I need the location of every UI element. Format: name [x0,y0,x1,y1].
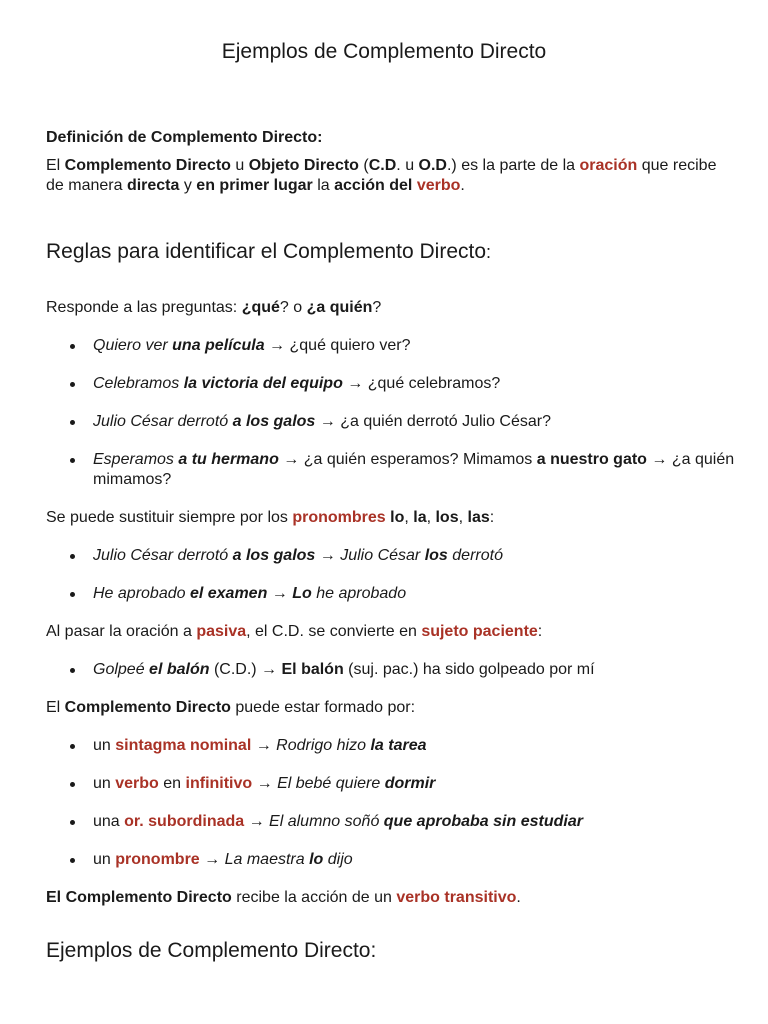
passive-intro [46,622,736,642]
text: (C.D.) → [209,661,282,678]
pronoun: Lo [292,585,312,602]
text: El [46,699,65,716]
page-title: Ejemplos de Complemento Directo [221,40,547,63]
direct-object: lo [309,851,324,868]
definition-text [46,156,736,196]
pronoun: lo [390,509,405,526]
text: (suj. pac.) ha sido golpeado por mí [343,661,595,678]
link-or-subordinada[interactable]: or. subordinada [124,813,245,830]
text: : [537,623,543,640]
text: . u [396,157,419,174]
definition-heading: Definición de Complemento Directo: [46,129,323,146]
list-item [93,374,736,394]
text: El alumno soñó [269,813,384,830]
link-pronombre[interactable]: pronombre [115,851,200,868]
direct-object: una película [172,337,265,354]
link-verbo[interactable]: verbo [416,177,461,194]
formed-intro [46,698,736,718]
document-body [46,128,736,964]
rules-heading-colon: : [486,242,492,262]
text: un [93,851,116,868]
pronoun-examples-list [46,546,736,604]
text: que recibe de manera [46,157,717,194]
term-directa: directa [126,177,180,194]
list-item [93,546,736,566]
question-a-quien: ¿a quién [306,299,373,316]
text: → [251,737,277,754]
link-verbo[interactable]: verbo [115,775,159,792]
text: , el C.D. se convierte en [246,623,422,640]
list-item [93,336,736,356]
text: . [516,889,521,906]
text: recibe la acción de un [231,889,397,906]
text: ( [358,157,369,174]
term-complemento-directo: El Complemento Directo [46,889,232,906]
link-oracion[interactable]: oración [579,157,638,174]
text: , [458,509,468,526]
text: → ¿a quién esperamos? Mimamos [278,451,537,468]
text: Julio César derrotó [93,547,233,564]
direct-object: el balón [149,661,210,678]
text: : [489,509,495,526]
text: dijo [323,851,353,868]
text: una [93,813,125,830]
text: Golpeé [93,661,150,678]
pronoun: las [467,509,490,526]
direct-object: a los galos [232,547,316,564]
passive-subject: El balón [281,661,344,678]
text: puede estar formado por: [230,699,416,716]
text: derrotó [447,547,503,564]
list-item [93,450,736,490]
text: El [46,157,65,174]
list-item [93,584,736,604]
text: he aprobado [311,585,407,602]
direct-object: el examen [189,585,268,602]
pronoun: los [424,547,448,564]
list-item [93,774,736,794]
rules-heading-text: Reglas para identificar el Complemento Directo [46,240,487,263]
link-verbo-transitivo[interactable]: verbo transitivo [396,889,517,906]
term-en-primer-lugar: en primer lugar [196,177,313,194]
text: u [230,157,249,174]
link-infinitivo[interactable]: infinitivo [185,775,253,792]
list-item [93,412,736,432]
text: → [267,585,293,602]
examples-heading: Ejemplos de Complemento Directo: [46,939,377,962]
text: → Julio César [315,547,425,564]
text: → [252,775,278,792]
term-accion-del: acción del [334,177,413,194]
formed-examples-list [46,736,736,870]
pronoun: los [435,509,459,526]
question-que: ¿qué [241,299,280,316]
text: Rodrigo hizo [276,737,371,754]
link-pasiva[interactable]: pasiva [196,623,247,640]
pronoun: la [413,509,427,526]
text: Quiero ver [93,337,173,354]
text: → ¿a quién mimamos? [93,451,735,488]
text: Al pasar la oración a [46,623,197,640]
text: → ¿qué celebramos? [342,375,501,392]
text: → [244,813,270,830]
text: ? o [279,299,307,316]
text: ? [372,299,382,316]
term-complemento-directo: Complemento Directo [64,699,231,716]
direct-object: a tu hermano [178,451,279,468]
direct-object: a nuestro gato [536,451,647,468]
abbr-cd: C.D [368,157,397,174]
text: en [158,775,186,792]
text: Se puede sustituir siempre por los [46,509,293,526]
text: → ¿a quién derrotó Julio César? [315,413,551,430]
list-item [93,736,736,756]
direct-object: la victoria del equipo [183,375,343,392]
text: un [93,775,116,792]
text: . [460,177,465,194]
term-complemento-directo: Complemento Directo [64,157,231,174]
text: .) es la parte de la [446,157,580,174]
list-item [93,660,736,680]
term-objeto-directo: Objeto Directo [248,157,359,174]
text: → [199,851,225,868]
direct-object: que aprobaba sin estudiar [383,813,583,830]
link-pronombres[interactable]: pronombres [292,509,386,526]
text: y [179,177,197,194]
text: la [312,177,335,194]
list-item [93,812,736,832]
text: Esperamos [93,451,179,468]
text: Celebramos [93,375,184,392]
text: , [426,509,436,526]
link-sujeto-paciente[interactable]: sujeto paciente [421,623,538,640]
direct-object: a los galos [232,413,316,430]
text: Julio César derrotó [93,413,233,430]
passive-examples-list [46,660,736,680]
text: He aprobado [93,585,190,602]
link-sintagma-nominal[interactable]: sintagma nominal [115,737,252,754]
direct-object: la tarea [370,737,427,754]
text: un [93,737,116,754]
pronoun-intro [46,508,736,528]
text: , [404,509,414,526]
text: Responde a las preguntas: [46,299,242,316]
text: La maestra [224,851,310,868]
text: El bebé quiere [277,775,385,792]
question-examples-list [46,336,736,490]
direct-object: dormir [384,775,436,792]
questions-intro [46,298,736,318]
abbr-od: O.D [418,157,447,174]
transitive-note [46,888,736,908]
list-item [93,850,736,870]
rules-heading [46,239,736,265]
text: → ¿qué quiero ver? [264,337,411,354]
